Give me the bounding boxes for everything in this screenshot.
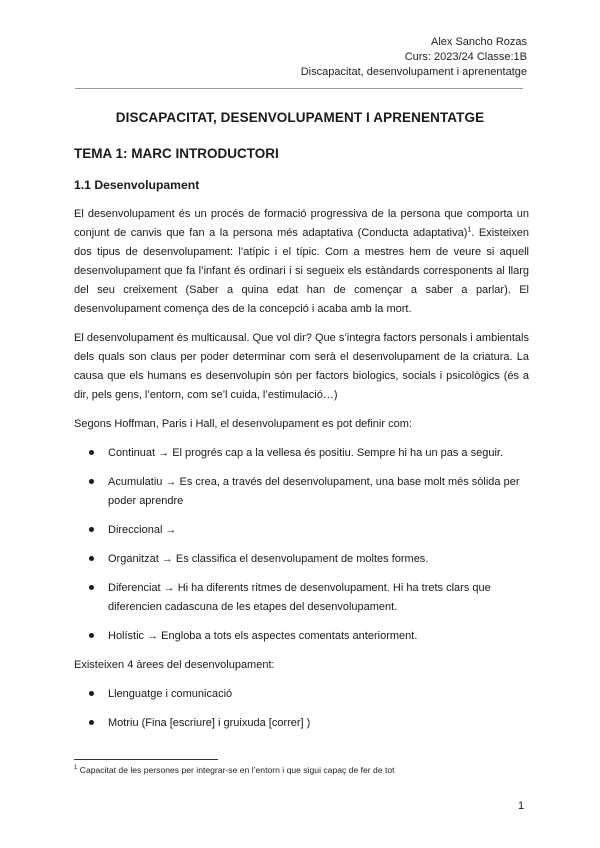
section-heading: 1.1 Desenvolupament [74, 178, 200, 192]
topic-heading: TEMA 1: MARC INTRODUCTORI [74, 146, 279, 161]
page-header [301, 35, 527, 80]
header-author: Alex Sancho Rozas [431, 36, 527, 48]
body-content [74, 205, 529, 743]
paragraph-1 [74, 205, 529, 319]
bullet-icon [89, 450, 94, 455]
header-divider [75, 88, 523, 89]
bullet-icon [89, 585, 94, 590]
list-item: Diferenciat → Hi ha diferents ritmes de desenvolupament. Hi ha trets clars que diferencien cadascuna de les etapes del desenvolupament. [74, 579, 529, 617]
footnote-reference[interactable]: 1 [467, 226, 472, 234]
paragraph-1-after: . Existeixen dos tipus de desenvolupament: l’atípic i el típic. Com a mestres hem de veure si aquell desenvolupament que fa l’infant és ordinari i si segueix els estàndards corresponents al llarg del seu creixement (Saber a quina edat han de començar a saber a parlar). El desenvolupament comença des de la concepció i acaba amb la mort. [74, 227, 529, 315]
page-number: 1 [518, 800, 525, 812]
bullet-icon [89, 527, 94, 532]
paragraph-4: Existeixen 4 àrees del desenvolupament: [74, 659, 275, 671]
bullet-icon [89, 556, 94, 561]
list-item: Direccional → [74, 521, 529, 540]
list-item: Llenguatge i comunicació [74, 685, 529, 704]
header-course: Curs: 2023/24 Classe:1B [404, 51, 527, 63]
list-item: Continuat → El progrés cap a la vellesa és positiu. Sempre hi ha un pas a seguir. [74, 444, 529, 463]
list-item: Holístic → Engloba a tots els aspectes comentats anteriorment. [74, 627, 529, 646]
bullet-icon [89, 479, 94, 484]
footnote-divider [74, 759, 218, 760]
list-item: Motriu (Fina [escriure] i gruixuda [correr] ) [74, 714, 529, 733]
paragraph-2: El desenvolupament és multicausal. Que vol dir? Que s’integra factors personals i ambientals dels quals son claus per poder determinar com serà el desenvolupament de la criatura. La causa que els humans es desenvolupin són per factors biologics, socials i psicològics (és a dir, pels gens, l’entorn, com se’l cuida, l’estimulació…) [74, 332, 529, 401]
paragraph-3: Segons Hoffman, Paris i Hall, el desenvolupament es pot definir com: [74, 418, 412, 430]
bullet-icon [89, 691, 94, 696]
list-item: Acumulatiu → Es crea, a través del desenvolupament, una base molt més sòlida per poder aprendre [74, 473, 529, 511]
bullet-icon [89, 720, 94, 725]
document-title: DISCAPACITAT, DESENVOLUPAMENT I APRENENTATGE [115, 110, 485, 125]
footnote-text: Capacitat de les persones per integrar-se en l’entorn i que sigui capaç de fer de tot [79, 765, 395, 775]
list-item: Organitzat → Es classifica el desenvolupament de moltes formes. [74, 550, 529, 569]
footnote-number: 1 [74, 765, 78, 772]
paragraph-1-before: El desenvolupament és un procés de formació progressiva de la persona que comporta un conjunt de canvis que fan a la persona més adaptativa (Conducta adaptativa) [74, 208, 529, 239]
areas-list [74, 685, 529, 733]
bullet-icon [89, 633, 94, 638]
footnote [74, 765, 395, 775]
header-subject: Discapacitat, desenvolupament i aprenentatge [300, 66, 527, 78]
characteristics-list [74, 444, 529, 646]
